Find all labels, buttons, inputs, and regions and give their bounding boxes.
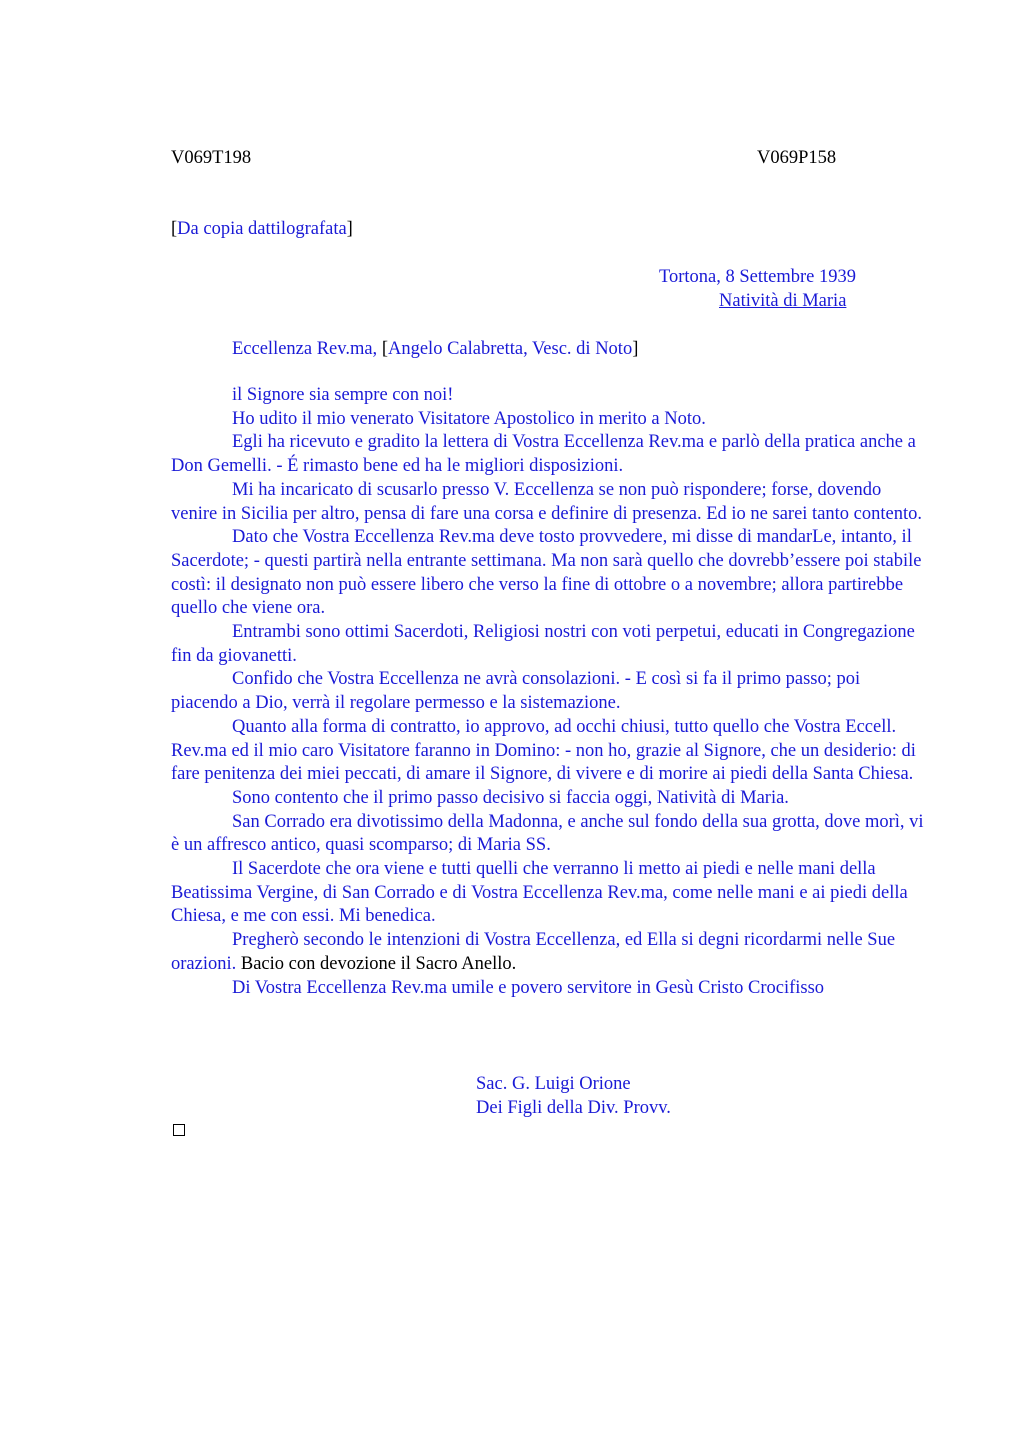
closing-formula: Di Vostra Eccellenza Rev.ma umile e povero servitore in Gesù Cristo Crocifisso [232, 977, 825, 998]
body-paragraph: Sono contento che il primo passo decisivo si faccia oggi, Natività di Maria. [232, 787, 789, 808]
feast-day: Natività di Maria [719, 291, 847, 311]
source-note-text: Da copia dattilografata [177, 219, 347, 239]
source-note-close-bracket: ] [346, 219, 353, 239]
body-paragraph: Mi ha incaricato di scusarlo presso V. Eccellenza se non può rispondere; forse, dovendo venire in Sicilia per altro, pensa di fare una corsa e definire di presenza. Ed io ne sarei tanto contento. [171, 479, 923, 524]
prayer-paragraph [171, 929, 931, 976]
body-paragraph: Il Sacerdote che ora viene e tutti quelli che verranno li metto ai piedi e nelle mani della Beatissima Vergine, di San Corrado e di Vostra Eccellenza Rev.ma, come nelle mani e ai piedi della Chiesa, e me con essi. Mi benedica. [171, 859, 908, 927]
recipient-close-bracket: ] [632, 339, 639, 359]
document-code-left: V069T198 [171, 148, 252, 168]
salutation-greeting: Eccellenza Rev.ma, [232, 339, 382, 359]
body-paragraph: Entrambi sono ottimi Sacerdoti, Religiosi nostri con voti perpetui, educati in Congregazione fin da giovanetti. [171, 622, 915, 666]
body-paragraph: Confido che Vostra Eccellenza ne avrà consolazioni. - E così si fa il primo passo; poi piacendo a Dio, verrà il regolare permesso e la sistemazione. [171, 669, 861, 714]
prayer-text: Pregherò secondo le intenzioni di Vostra Eccellenza, ed Ella si degni ricordarmi nelle Sue orazioni. [171, 930, 896, 974]
body-paragraph: San Corrado era divotissimo della Madonna, e anche sul fondo della sua grotta, dove morì, vi è un affresco antico, quasi scomparso; di Maria SS. [171, 811, 924, 856]
source-note [171, 217, 353, 241]
ring-kiss-text: Bacio con devozione il Sacro Anello. [236, 953, 517, 974]
body-paragraph: il Signore sia sempre con noi! [232, 385, 454, 405]
body-paragraph: Dato che Vostra Eccellenza Rev.ma deve tosto provvedere, mi disse di mandarLe, intanto, il Sacerdote; - questi partirà nella entrante settimana. Ma non sarà quello che dovrebb’essere poi stabile costì: il designato non può essere libero che verso la fine di ottobre o a novembre; allora partirebbe quello che viene ora. [171, 527, 922, 619]
source-note-open-bracket: [ [171, 219, 178, 239]
place-date: Tortona, 8 Settembre 1939 [659, 267, 857, 287]
recipient-name: Angelo Calabretta, Vesc. di Noto [387, 339, 633, 359]
letter-body [171, 384, 931, 1000]
body-paragraph: Egli ha ricevuto e gradito la lettera di Vostra Eccellenza Rev.ma e parlò della pratica anche a Don Gemelli. - É rimasto bene ed ha le migliori disposizioni. [171, 432, 916, 477]
document-code-right: V069P158 [757, 148, 837, 168]
signature-name: Sac. G. Luigi Orione [476, 1074, 631, 1094]
recipient-open-bracket: [ [381, 339, 388, 359]
signature-congregation: Dei Figli della Div. Provv. [476, 1098, 671, 1118]
salutation [232, 337, 638, 361]
body-paragraph: Quanto alla forma di contratto, io approvo, ad occhi chiusi, tutto quello che Vostra Eccell. Rev.ma ed il mio caro Visitatore faranno in Domino: - non ho, grazie al Signore, che un desiderio: di fare penitenza dei miei peccati, di amare il Signore, di vivere e di morire ai piedi della Santa Chiesa. [171, 716, 916, 785]
end-of-document-box-icon [173, 1124, 185, 1136]
body-paragraph: Ho udito il mio venerato Visitatore Apostolico in merito a Noto. [232, 408, 706, 429]
